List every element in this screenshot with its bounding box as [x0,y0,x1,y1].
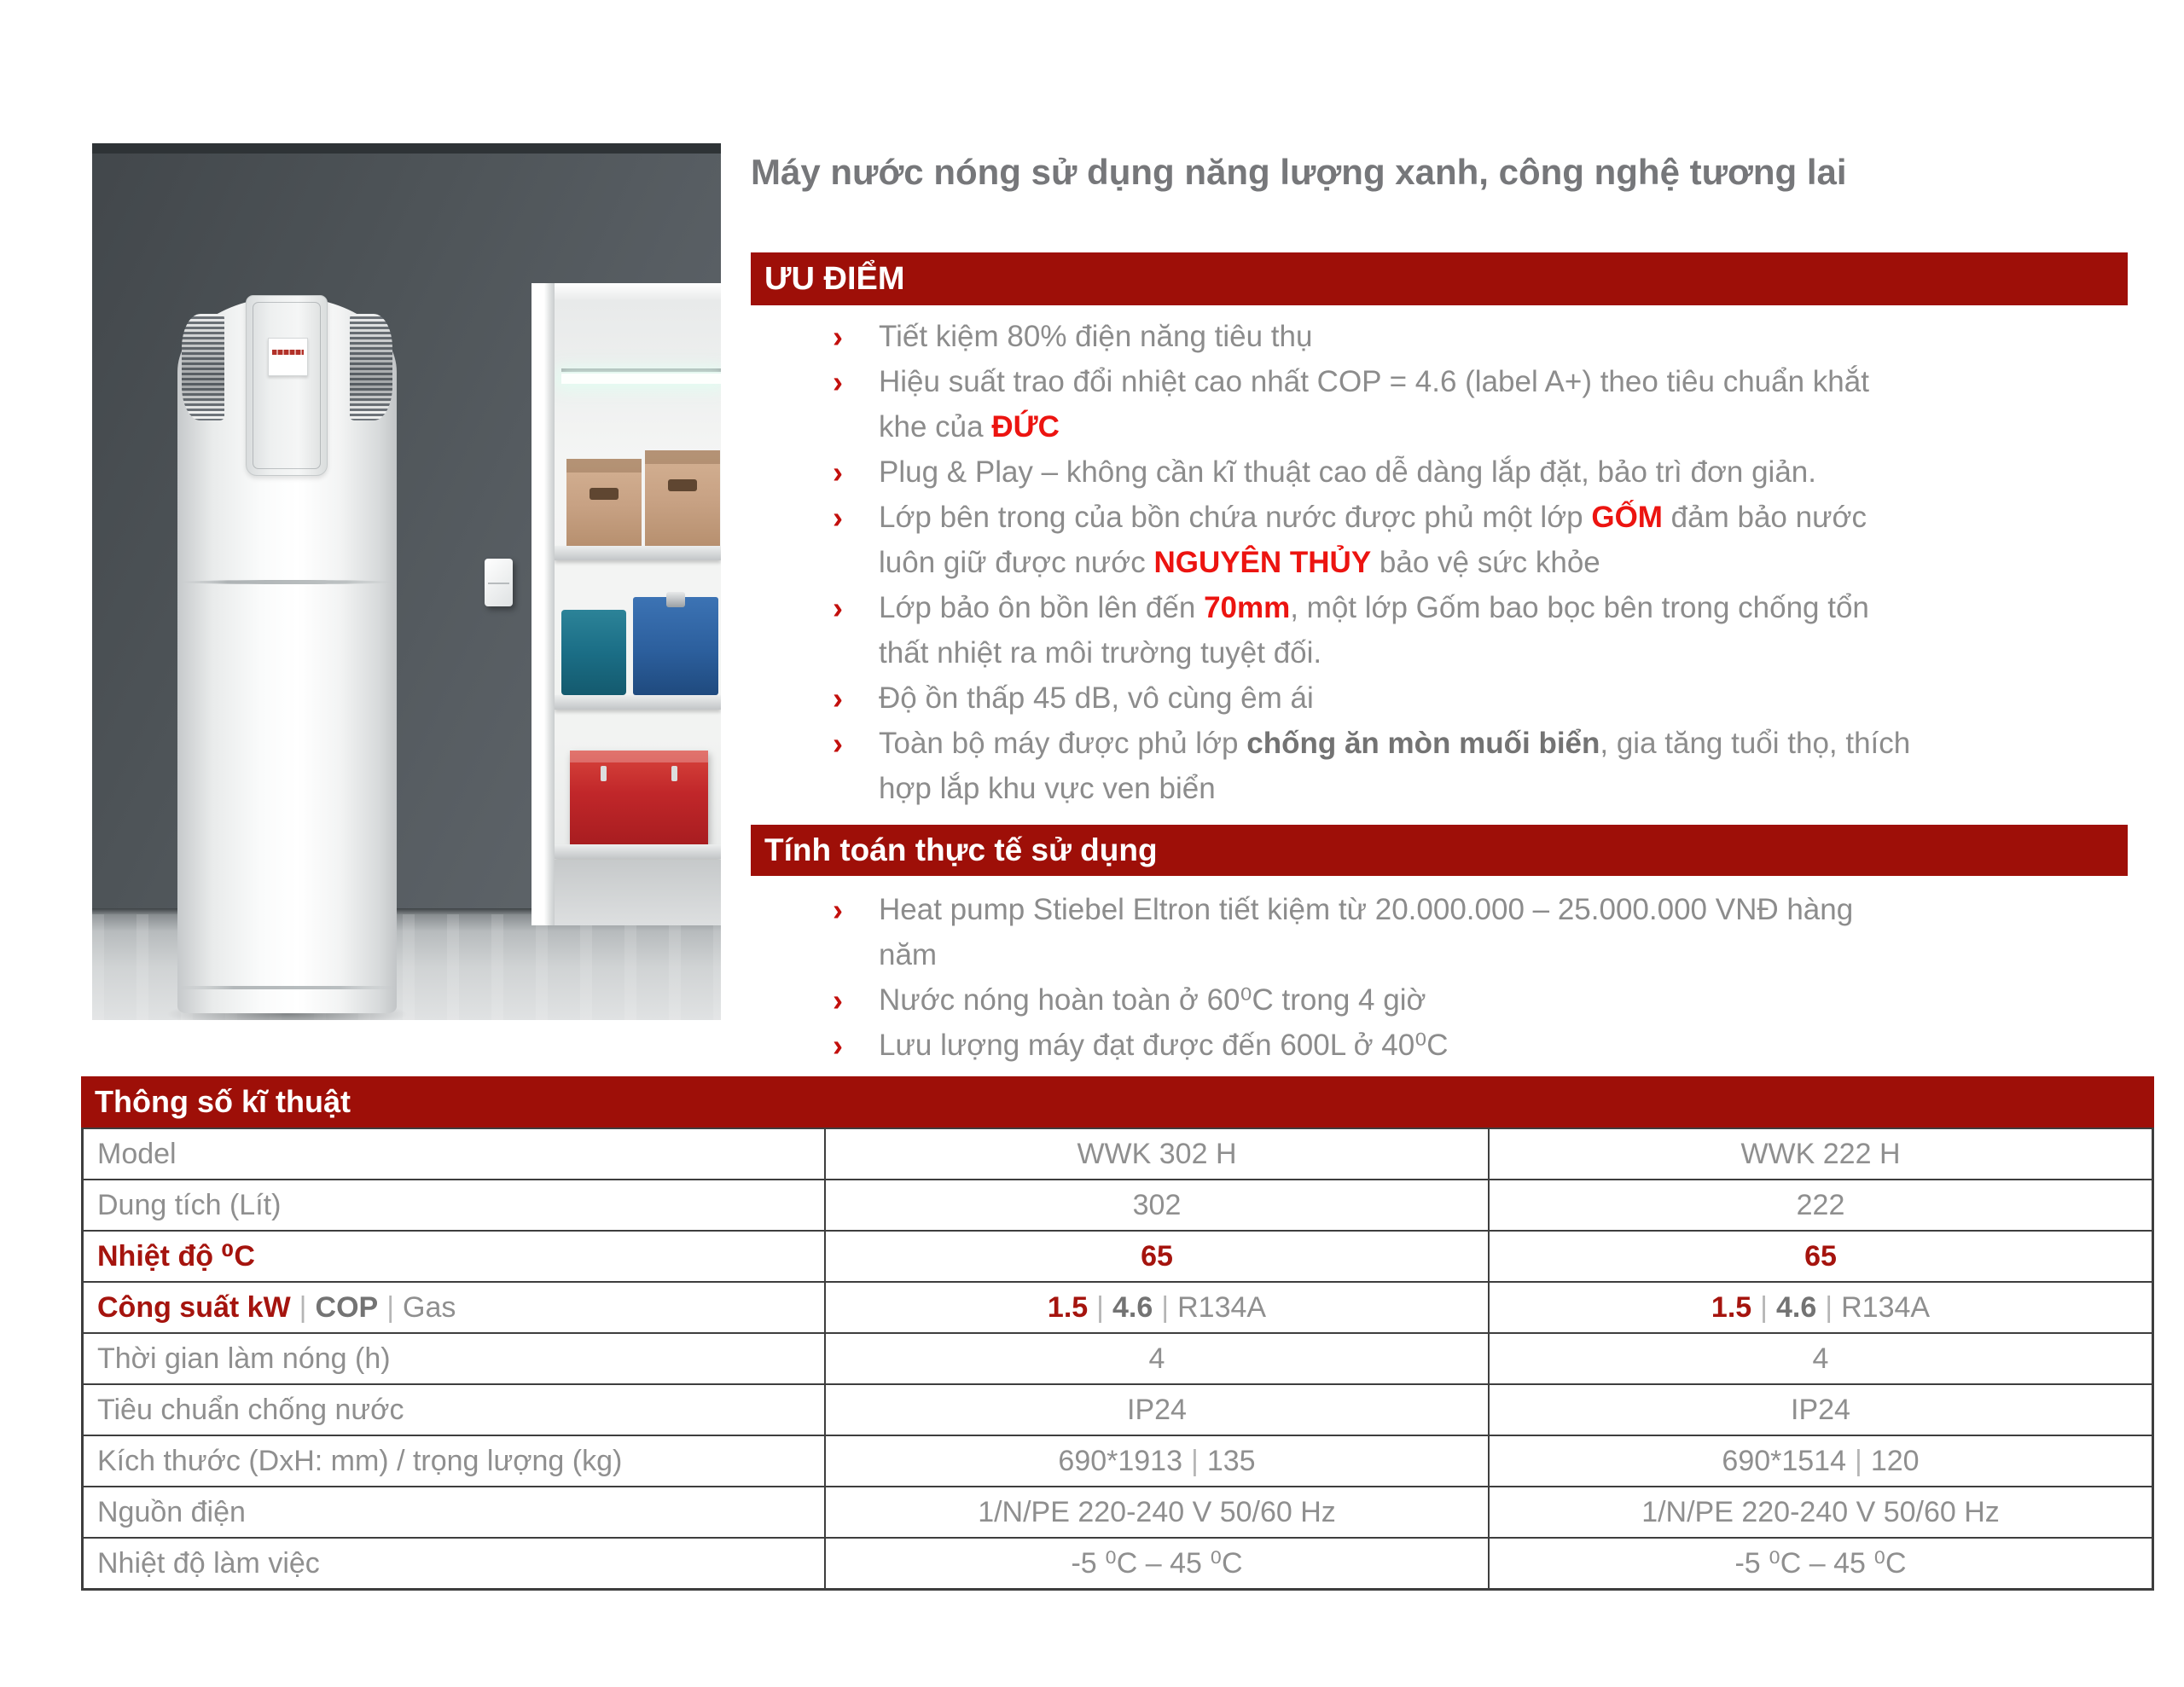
list-item [812,977,2143,1023]
calculation-list [812,887,2143,1068]
bullet-accent-text: 70mm [1204,591,1291,624]
heat-pump-water-heater [177,297,397,1013]
closet-shelf [555,546,721,560]
power-kw: 1.5 [1711,1290,1752,1324]
list-item [812,495,2143,585]
ceiling-shadow [92,143,721,154]
section-header-advantages [751,252,2128,305]
spec-table-header [81,1076,2154,1128]
bullet-accent-text: GỐM [1591,501,1663,534]
chevron-bullet-icon: › [833,892,843,927]
brand-logo-text [272,350,304,355]
bullet-text: Lớp bảo ôn bồn lên đến [879,591,1205,624]
table-row [84,1436,2152,1487]
bullet-accent-text: NGUYÊN THỦY [1153,546,1372,579]
value-wwk302: 65 [824,1232,1488,1281]
list-item [812,449,2143,495]
value-wwk222: 4 [1488,1334,2152,1383]
list-item [812,721,2143,811]
bullet-text: bảo vệ sức khỏe [1371,546,1600,579]
weight-value: 120 [1870,1444,1920,1477]
heater-front-panel [246,295,328,476]
spec-table [81,1076,2154,1591]
gas-type: R134A [1841,1290,1931,1324]
separator: | [1191,1444,1199,1477]
table-row [84,1232,2152,1283]
label-gas: Gas [403,1290,456,1324]
value-wwk302 [824,1283,1488,1332]
weight-value: 135 [1206,1444,1256,1477]
separator: | [1855,1444,1862,1477]
spec-table-body [81,1128,2154,1591]
value-wwk222: 65 [1488,1232,2152,1281]
bullet-text: Độ ồn thấp 45 dB, vô cùng êm ái [879,681,1314,715]
table-row [84,1385,2152,1436]
bullet-text: Lớp bên trong của bồn chứa nước được phủ một lớp [879,501,1592,534]
bullet-text: , gia tăng tuổi thọ, thích [1600,727,1911,760]
row-label: Model [97,1137,177,1170]
value-wwk302: -5 ⁰C – 45 ⁰C [824,1539,1488,1588]
table-row [84,1539,2152,1588]
door-frame-top [531,283,721,300]
spec-table-title: Thông số kĩ thuật [95,1084,351,1119]
bullet-text: hợp lắp khu vực ven biển [879,772,1216,805]
row-label: Thời gian làm nóng (h) [97,1342,391,1375]
value-wwk222 [1488,1436,2152,1486]
separator: | [1760,1290,1769,1324]
bullet-text: luôn giữ được nước [879,546,1154,579]
row-label: Dung tích (Lít) [97,1188,282,1221]
heater-base-lip [180,986,394,989]
value-wwk222: -5 ⁰C – 45 ⁰C [1488,1539,2152,1588]
cardboard-box [645,450,720,546]
closet-doorway [531,283,721,925]
toolbox-red [570,751,708,844]
bullet-text: năm [879,938,938,971]
chevron-bullet-icon: › [833,681,843,716]
table-row [84,1129,2152,1180]
chevron-bullet-icon: › [833,590,843,625]
table-row [84,1180,2152,1232]
advantages-list [812,314,2143,811]
section-header-label: Tính toán thực tế sử dụng [764,832,1158,867]
toolbox-clasp [601,766,607,781]
chevron-bullet-icon: › [833,455,843,490]
storage-bin-blue [633,597,718,695]
chevron-bullet-icon: › [833,319,843,354]
heater-seam [181,580,393,584]
bullet-accent-text: ĐỨC [991,410,1060,443]
page-title: Máy nước nóng sử dụng năng lượng xanh, công nghệ tương lai [751,152,1847,192]
list-item [812,675,2143,721]
chevron-bullet-icon: › [833,364,843,399]
value-wwk302: 302 [824,1180,1488,1230]
light-fixture [561,368,721,372]
list-item [812,359,2143,449]
label-cop: COP [315,1290,379,1324]
toolbox-clasp [671,766,677,781]
bullet-text: Plug & Play – không cần kĩ thuật cao dễ dàng lắp đặt, bảo trì đơn giản. [879,455,1816,489]
bullet-text: thất nhiệt ra môi trường tuyệt đối. [879,636,1322,670]
bullet-text: khe của [879,410,992,443]
power-kw: 1.5 [1047,1290,1089,1324]
heater-vent-left [182,314,224,420]
label-power: Công suất kW [97,1290,291,1324]
separator: | [299,1290,307,1324]
list-item [812,585,2143,675]
table-row [84,1334,2152,1385]
value-wwk222: WWK 222 H [1488,1129,2152,1179]
separator: | [1161,1290,1170,1324]
value-wwk302: 1/N/PE 220-240 V 50/60 Hz [824,1487,1488,1537]
list-item [812,1023,2143,1068]
cardboard-box [566,459,642,546]
bullet-bold-text: chống ăn mòn muối biển [1246,727,1600,760]
chevron-bullet-icon: › [833,726,843,761]
closet-shelf [555,695,721,710]
chevron-bullet-icon: › [833,983,843,1017]
list-item [812,887,2143,977]
gas-type: R134A [1177,1290,1267,1324]
closet-interior [555,300,721,925]
table-row [84,1487,2152,1539]
value-wwk222: 222 [1488,1180,2152,1230]
cop-value: 4.6 [1776,1290,1817,1324]
product-photo [92,143,721,1020]
chevron-bullet-icon: › [833,500,843,535]
list-item [812,314,2143,359]
storage-bin-teal [561,610,626,695]
separator: | [1825,1290,1833,1324]
dimensions-value: 690*1913 [1058,1444,1183,1477]
cop-value: 4.6 [1112,1290,1153,1324]
bullet-text: Nước nóng hoàn toàn ở 60⁰C trong 4 giờ [879,983,1426,1017]
row-label: Tiêu chuẩn chống nước [97,1393,404,1426]
value-wwk302: WWK 302 H [824,1129,1488,1179]
value-wwk222 [1488,1283,2152,1332]
bullet-text: Hiệu suất trao đổi nhiệt cao nhất COP = 4.6 (label A+) theo tiêu chuẩn khắt [879,365,1869,398]
separator: | [1096,1290,1105,1324]
value-wwk302: 4 [824,1334,1488,1383]
row-label [84,1283,824,1332]
section-header-label: ƯU ĐIỂM [764,260,905,297]
closet-shelf [555,844,721,859]
value-wwk222: IP24 [1488,1385,2152,1435]
bullet-text: Toàn bộ máy được phủ lớp [879,727,1247,760]
row-label: Nguồn điện [97,1495,246,1528]
separator: | [386,1290,395,1324]
bullet-text: Heat pump Stiebel Eltron tiết kiệm từ 20.000.000 – 25.000.000 VNĐ hàng [879,893,1854,926]
fluorescent-light [561,374,721,384]
row-label: Kích thước (DxH: mm) / trọng lượng (kg) [97,1444,623,1477]
table-row [84,1283,2152,1334]
brand-label [268,338,308,376]
bullet-text: Lưu lượng máy đạt được đến 600L ở 40⁰C [879,1029,1449,1062]
bullet-text: đảm bảo nước [1662,501,1867,534]
value-wwk222: 1/N/PE 220-240 V 50/60 Hz [1488,1487,2152,1537]
row-label: Nhiệt độ ⁰C [97,1240,255,1272]
value-wwk302: IP24 [824,1385,1488,1435]
section-header-calculation [751,825,2128,876]
bullet-text: Tiết kiệm 80% điện năng tiêu thụ [879,320,1313,353]
row-label: Nhiệt độ làm việc [97,1546,320,1580]
dimensions-value: 690*1514 [1722,1444,1847,1477]
value-wwk302 [824,1436,1488,1486]
heater-vent-right [350,314,392,420]
bullet-text: , một lớp Gốm bao bọc bên trong chống tổn [1290,591,1869,624]
chevron-bullet-icon: › [833,1028,843,1063]
door-frame-left [531,283,555,925]
light-switch [485,559,513,606]
closet-floor [555,860,721,925]
